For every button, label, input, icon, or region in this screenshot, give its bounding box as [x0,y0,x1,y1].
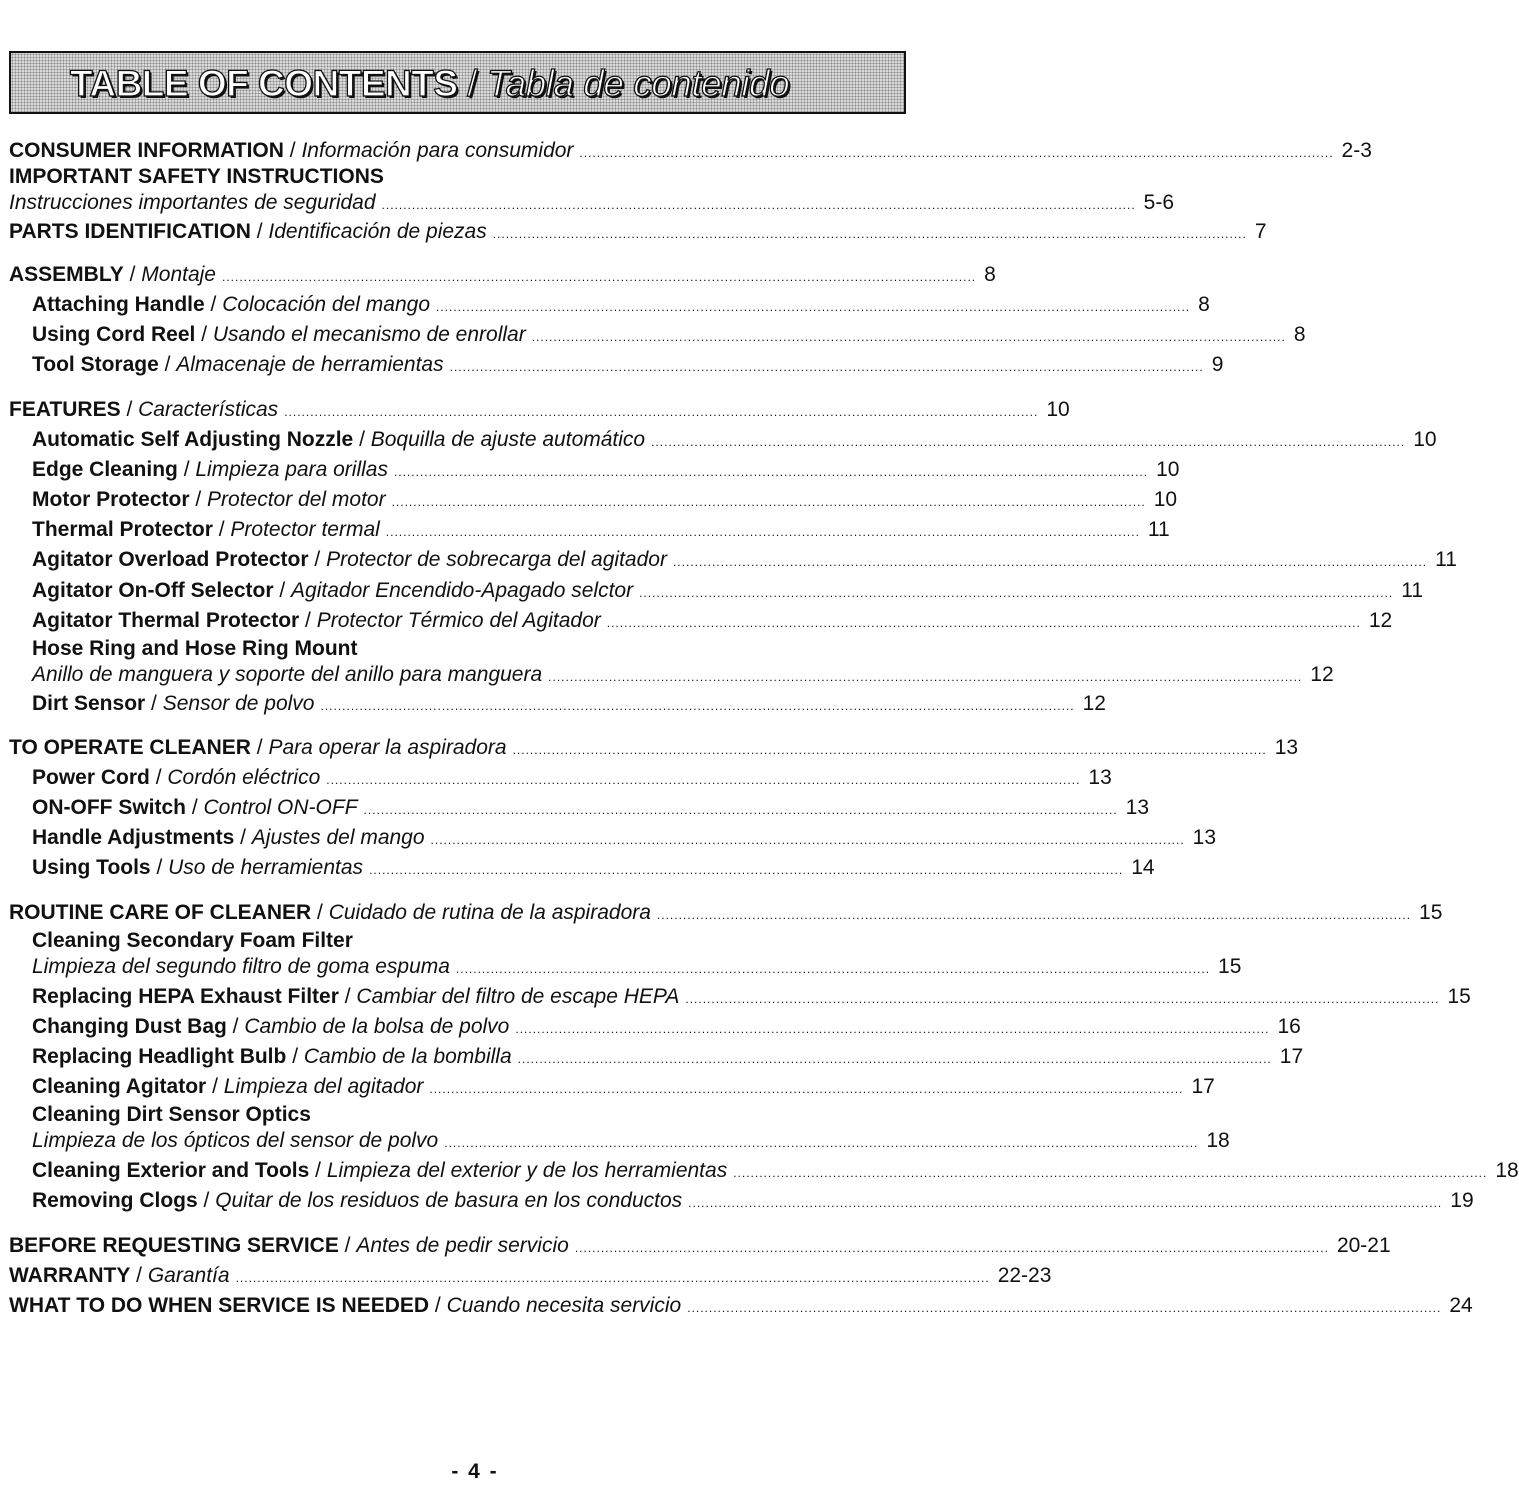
toc-entry-page: 18 [1495,1159,1519,1182]
dot-leader: .............................................................................................................................................................................. [548,670,1303,684]
toc-entry-page: 15 [1218,955,1242,978]
dot-leader: .............................................................................................................................................................................. [651,435,1406,449]
toc-entry-page: 13 [1088,766,1112,789]
toc-entry-page: 10 [1156,458,1180,481]
dot-leader: .............................................................................................................................................................................. [449,360,1204,374]
toc-entry-title: Agitator Thermal Protector [32,609,300,632]
toc-entry-page: 11 [1435,548,1457,571]
toc-entry-title: Automatic Self Adjusting Nozzle [32,428,354,451]
toc-entry-separator: / [189,488,208,511]
toc-entry-page: 12 [1310,663,1334,686]
toc-entry-title: Changing Dust Bag [32,1015,227,1038]
toc-entry-page: 20-21 [1336,1234,1391,1257]
toc-entry-line [32,486,1178,514]
toc-entry-spanish-title: Protector Térmico del Agitador [316,609,601,632]
toc-entry-separator: / [226,1015,245,1038]
toc-entry [32,607,1393,635]
toc-entry-page: 10 [1153,488,1178,511]
toc-entry-spanish-title: Ajustes del mango [251,826,425,849]
toc-entry-title: ON-OFF Switch [32,796,186,819]
toc-entry-page: 10 [1413,428,1437,451]
toc-entry-spanish-title: Usando el mecanismo de enrollar [212,323,526,346]
toc-entry-page: 19 [1450,1189,1474,1212]
toc-entry-subtitle-line [9,189,1175,217]
toc-entry [9,137,1372,165]
toc-entry-title: Replacing Headlight Bulb [32,1045,287,1068]
toc-entry-title: Cleaning Agitator [32,1075,207,1098]
toc-entry [32,577,1424,605]
toc-entry [32,1013,1301,1041]
toc-entry-title: PARTS IDENTIFICATION [9,220,251,243]
toc-entry-title: ROUTINE CARE OF CLEANER [9,901,312,924]
toc-entry-line [9,899,1443,927]
title-banner [9,51,906,114]
toc-entry-line [32,577,1424,605]
toc-entry [32,1187,1474,1215]
dot-leader: .............................................................................................................................................................................. [672,555,1428,569]
toc-entry-spanish-title: Información para consumidor [301,139,574,162]
dot-leader: .............................................................................................................................................................................. [656,908,1412,922]
toc-entry [32,690,1106,718]
toc-entry-line [32,426,1437,454]
toc-entry-subtitle-line [32,661,1334,689]
toc-entry [32,456,1180,484]
title-separator: / [457,63,487,104]
toc-entry-separator: / [186,796,204,819]
toc-entry-spanish-title: Protector termal [230,518,380,541]
toc-entry-title: Motor Protector [32,488,190,511]
toc-entry-separator: / [197,1189,216,1212]
toc-entry-spanish-title: Cambiar del filtro de escape HEPA [356,985,680,1008]
dot-leader: .............................................................................................................................................................................. [492,227,1247,241]
toc-entry-spanish-title: Antes de pedir servicio [356,1234,569,1257]
toc-entry-separator: / [123,263,142,286]
toc-entry-spanish-title: Cambio de la bolsa de polvo [244,1015,510,1038]
dot-leader: .............................................................................................................................................................................. [436,300,1191,314]
dot-leader: .............................................................................................................................................................................. [222,270,977,284]
dot-leader: .............................................................................................................................................................................. [381,198,1136,212]
toc-entry-line [9,1292,1473,1320]
toc-entry [9,1262,1052,1290]
toc-entry-line [9,137,1372,165]
toc-entry-title: FEATURES [9,398,121,421]
toc-entry-heading-line [32,637,908,661]
toc-entry-title: Power Cord [32,766,150,789]
dot-leader: .............................................................................................................................................................................. [320,699,1075,713]
toc-entry-spanish-title: Almacenaje de herramientas [176,353,444,376]
dot-leader: .............................................................................................................................................................................. [687,1301,1442,1315]
toc-entry-title: Tool Storage [32,353,159,376]
dot-leader: .............................................................................................................................................................................. [455,962,1211,976]
toc-entry-line [9,396,1070,424]
toc-entry-spanish-title: Montaje [141,263,216,286]
toc-entry-spanish-title: Cuidado de rutina de la aspiradora [328,901,651,924]
toc-entry-spanish-title: Boquilla de ajuste automático [370,428,646,451]
toc-entry-line [32,291,1210,319]
toc-entry-separator: / [206,1075,224,1098]
toc-entry-subtitle-line [32,1127,1230,1155]
toc-entry-spanish-title: Limpieza del exterior y de los herramientas [326,1159,728,1182]
dot-leader: .............................................................................................................................................................................. [606,616,1361,630]
toc-entry-separator: / [150,856,169,879]
dot-leader: .............................................................................................................................................................................. [579,146,1334,160]
toc-entry-title: Handle Adjustments [32,826,235,849]
toc-entry-page: 12 [1368,609,1393,632]
toc-entry-spanish-title: Sensor de polvo [162,692,315,715]
toc-entry [32,1073,1215,1101]
toc-entry-spanish-title: Anillo de manguera y soporte del anillo para manguera [32,663,543,686]
toc-entry-spanish-title: Limpieza para orillas [195,458,388,481]
toc-entry-title: Cleaning Exterior and Tools [32,1159,310,1182]
dot-leader: .............................................................................................................................................................................. [531,330,1286,344]
toc-entry-separator: / [286,1045,304,1068]
toc-entry [32,764,1112,792]
toc-entry [32,516,1170,544]
toc-entry-title: WARRANTY [9,1264,131,1287]
toc-entry-page: 13 [1125,796,1150,819]
toc-entry-spanish-title: Agitador Encendido-Apagado selctor [291,579,634,602]
toc-entry [32,321,1306,349]
toc-entry-spanish-title: Limpieza del agitador [223,1075,424,1098]
toc-entry-page: 9 [1211,353,1224,376]
dot-leader: .............................................................................................................................................................................. [639,586,1394,600]
toc-entry-separator: / [250,736,269,759]
toc-entry [9,1292,1473,1320]
toc-entry-line [32,690,1106,718]
toc-entry-separator: / [195,323,213,346]
toc-entry [32,351,1224,379]
toc-entry-separator: / [299,609,317,632]
dot-leader: .............................................................................................................................................................................. [369,863,1124,877]
toc-entry [32,1103,1230,1155]
toc-entry-line [32,607,1393,635]
toc-entry-title: Cleaning Dirt Sensor Optics [32,1103,311,1126]
toc-entry-page: 2-3 [1341,139,1372,162]
toc-entry-spanish-title: Cambio de la bombilla [303,1045,512,1068]
toc-entry-page: 8 [1293,323,1306,346]
toc-entry-line [32,854,1155,882]
toc-entry [9,1232,1391,1260]
toc-entry-separator: / [338,985,357,1008]
toc-entry-page: 17 [1279,1045,1304,1068]
toc-entry-title: Agitator On-Off Selector [32,579,274,602]
toc-entry-page: 15 [1447,985,1471,1008]
toc-entry [32,824,1217,852]
toc-entry-separator: / [273,579,292,602]
toc-entry-page: 22-23 [997,1264,1052,1287]
toc-entry-subtitle-line [32,953,1242,981]
toc-entry [32,1043,1304,1071]
toc-entry-page: 15 [1419,901,1443,924]
toc-entry-page: 10 [1046,398,1070,421]
toc-entry-separator: / [283,139,302,162]
toc-entry-separator: / [353,428,371,451]
toc-entry-title: Thermal Protector [32,518,213,541]
toc-entry-page: 14 [1131,856,1155,879]
toc-entry-line [32,764,1112,792]
toc-entry-separator: / [158,353,177,376]
toc-entry-spanish-title: Uso de herramientas [168,856,364,879]
toc-entry [9,261,996,289]
dot-leader: .............................................................................................................................................................................. [393,465,1149,479]
toc-entry-spanish-title: Control ON-OFF [203,796,358,819]
toc-entry-spanish-title: Instrucciones importantes de seguridad [9,191,376,214]
page-title [70,61,789,107]
toc-entry-page: 5-6 [1143,191,1175,214]
dot-leader: .............................................................................................................................................................................. [517,1052,1272,1066]
toc-entry-separator: / [149,766,168,789]
toc-entry [32,929,1242,981]
toc-entry-title: BEFORE REQUESTING SERVICE [9,1234,339,1257]
toc-entry [32,794,1150,822]
toc-entry-title: ASSEMBLY [9,263,124,286]
toc-entry-spanish-title: Para operar la aspiradora [268,736,507,759]
toc-entry-separator: / [177,458,196,481]
toc-entry [32,546,1457,574]
toc-entry-line [9,734,1299,762]
toc-entry-line [9,261,996,289]
toc-entry [9,396,1070,424]
toc-entry-page: 13 [1274,736,1299,759]
toc-entry [9,218,1267,246]
toc-entry [32,486,1178,514]
toc-entry-title: Agitator Overload Protector [32,548,309,571]
dot-leader: .............................................................................................................................................................................. [685,992,1440,1006]
toc-entry-separator: / [250,220,269,243]
toc-entry-spanish-title: Garantía [147,1264,230,1287]
toc-entry [9,165,1175,217]
toc-entry-line [9,1232,1391,1260]
toc-entry-page: 12 [1082,692,1106,715]
toc-entry-separator: / [308,548,327,571]
toc-entry-spanish-title: Quitar de los residuos de basura en los conductos [215,1189,683,1212]
toc-entry-line [32,794,1150,822]
toc-entry-spanish-title: Protector de sobrecarga del agitador [326,548,667,571]
toc-entry-spanish-title: Identificación de piezas [268,220,487,243]
dot-leader: .............................................................................................................................................................................. [574,1241,1329,1255]
dot-leader: .............................................................................................................................................................................. [391,495,1146,509]
title-spanish: Tabla de contenido [486,63,790,104]
toc-entry-title: TO OPERATE CLEANER [9,736,251,759]
toc-entry-separator: / [234,826,252,849]
dot-leader: .............................................................................................................................................................................. [733,1166,1488,1180]
toc-entry-line [9,1262,1052,1290]
toc-entry-title: Removing Clogs [32,1189,198,1212]
toc-entry-separator: / [130,1264,148,1287]
toc-entry-page: 8 [1198,293,1210,316]
toc-entry-title: WHAT TO DO WHEN SERVICE IS NEEDED [9,1294,430,1317]
toc-entry-line [32,1073,1215,1101]
toc-entry-page: 16 [1277,1015,1301,1038]
toc-entry-spanish-title: Protector del motor [207,488,386,511]
toc-entry-spanish-title: Cordón eléctrico [167,766,321,789]
toc-entry-title: CONSUMER INFORMATION [9,139,284,162]
toc-entry-line [32,351,1224,379]
toc-entry [9,734,1299,762]
toc-entry-spanish-title: Limpieza de los ópticos del sensor de polvo [32,1129,439,1152]
toc-entry-line [32,516,1170,544]
toc-entry-line [9,218,1267,246]
toc-entry-separator: / [311,901,329,924]
dot-leader: .............................................................................................................................................................................. [326,773,1081,787]
toc-entry-heading-line [32,929,908,953]
toc-entry-separator: / [338,1234,357,1257]
toc-entry-title: Using Cord Reel [32,323,196,346]
toc-entry-line [32,546,1457,574]
toc-entry [32,1157,1519,1185]
title-english: TABLE OF CONTENTS [70,63,458,104]
toc-entry-page: 18 [1206,1129,1230,1152]
toc-entry-page: 17 [1191,1075,1215,1098]
toc-entry-page: 11 [1147,518,1170,541]
toc-entry-line [32,1013,1301,1041]
toc-entry [32,637,1334,689]
toc-entry-page: 7 [1254,220,1267,243]
toc-entry-page: 13 [1192,826,1217,849]
toc-entry-heading-line [9,165,908,189]
toc-entry-spanish-title: Limpieza del segundo filtro de goma espuma [32,955,450,978]
toc-entry-line [32,321,1306,349]
toc-entry-title: Using Tools [32,856,151,879]
toc-entry-spanish-title: Colocación del mango [222,293,430,316]
dot-leader: .............................................................................................................................................................................. [688,1196,1443,1210]
toc-entry [32,426,1437,454]
dot-leader: .............................................................................................................................................................................. [515,1022,1270,1036]
toc-entry-line [32,1157,1519,1185]
toc-entry-page: 8 [984,263,996,286]
page-number: - 4 - [451,1460,499,1483]
toc-entry-separator: / [120,398,139,421]
toc-entry-page: 24 [1449,1294,1473,1317]
toc-entry-separator: / [204,293,223,316]
dot-leader: .............................................................................................................................................................................. [430,833,1185,847]
toc-entry-title: Cleaning Secondary Foam Filter [32,929,353,952]
toc-entry-line [32,1187,1474,1215]
dot-leader: .............................................................................................................................................................................. [429,1082,1184,1096]
dot-leader: .............................................................................................................................................................................. [512,743,1267,757]
dot-leader: .............................................................................................................................................................................. [385,525,1140,539]
dot-leader: .............................................................................................................................................................................. [363,803,1118,817]
dot-leader: .............................................................................................................................................................................. [444,1136,1199,1150]
toc-entry-title: Attaching Handle [32,293,205,316]
toc-entry-separator: / [429,1294,447,1317]
toc-entry-title: Replacing HEPA Exhaust Filter [32,985,339,1008]
toc-entry-separator: / [212,518,231,541]
toc-entry [32,854,1155,882]
toc-entry-line [32,824,1217,852]
dot-leader: .............................................................................................................................................................................. [284,405,1039,419]
toc-entry [9,899,1443,927]
toc-entry-separator: / [309,1159,327,1182]
toc-entry-line [32,456,1180,484]
toc-entry-separator: / [145,692,163,715]
toc-entry-heading-line [32,1103,908,1127]
toc-entry-line [32,1043,1304,1071]
toc-entry [32,291,1210,319]
toc-entry-title: Hose Ring and Hose Ring Mount [32,637,358,660]
dot-leader: .............................................................................................................................................................................. [235,1271,990,1285]
toc-entry-page: 11 [1401,579,1424,602]
toc-entry-title: IMPORTANT SAFETY INSTRUCTIONS [9,165,384,188]
toc-entry-line [32,983,1471,1011]
toc-entry-title: Edge Cleaning [32,458,178,481]
toc-entry-spanish-title: Cuando necesita servicio [446,1294,682,1317]
toc-entry [32,983,1471,1011]
toc-entry-spanish-title: Características [138,398,279,421]
toc-entry-title: Dirt Sensor [32,692,146,715]
